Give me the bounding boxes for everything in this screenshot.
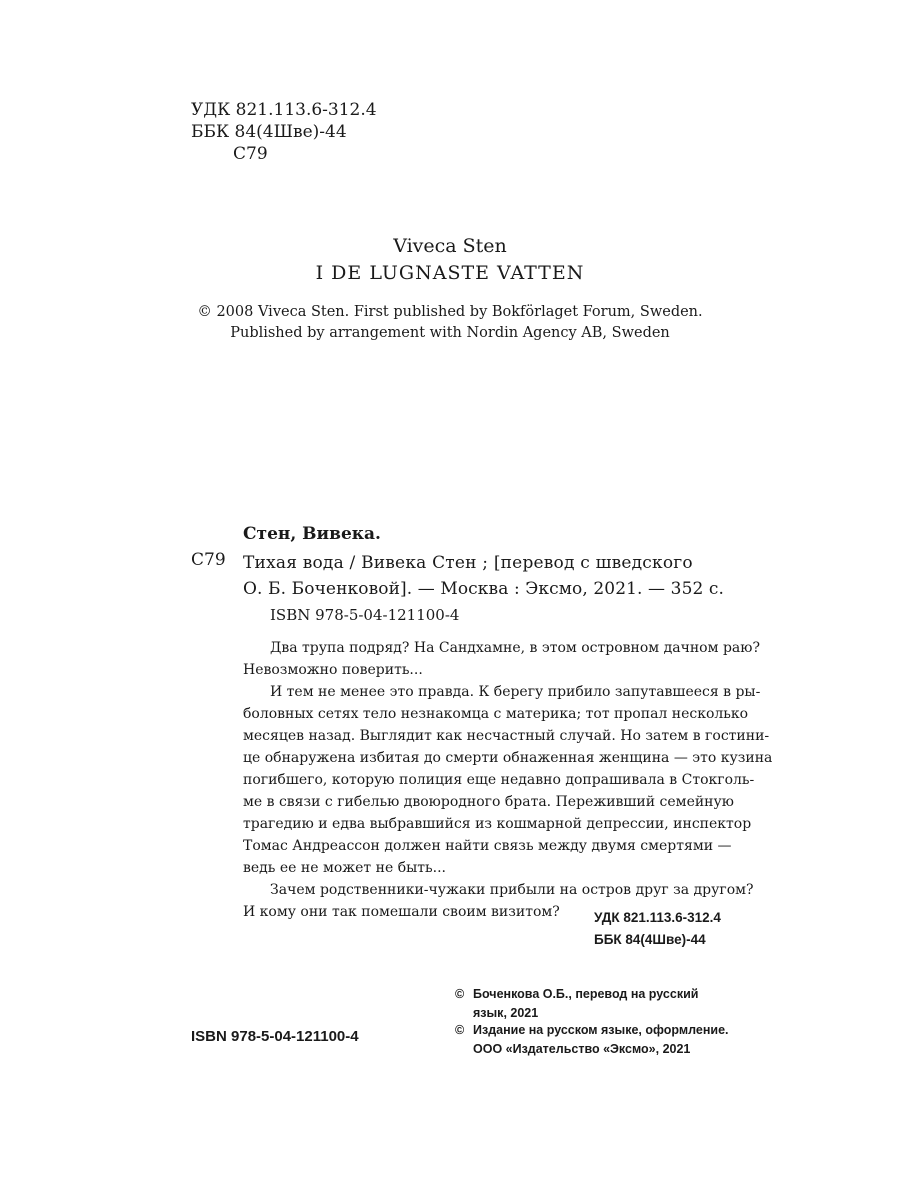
copyright-edition: Издание на русском языке, оформление. xyxy=(473,1023,729,1037)
isbn-bottom: ISBN 978-5-04-121100-4 xyxy=(191,1028,359,1045)
annotation-line: Невозможно поверить... xyxy=(243,662,423,678)
annotation-line: погибшего, которую полиция еще недавно допрашивала в Стокголь- xyxy=(243,772,755,788)
bbk-code: ББК 84(4Шве)-44 xyxy=(191,122,347,142)
annotation-line: Томас Андреассон должен найти связь между двумя смертями — xyxy=(243,838,732,854)
bbk-code-bottom: ББК 84(4Шве)-44 xyxy=(594,932,706,947)
original-author: Viveca Sten xyxy=(393,235,507,257)
catalog-entry-line: Тихая вода / Вивека Стен ; [перевод с шведского xyxy=(243,553,693,573)
original-copyright-line: © 2008 Viveca Sten. First published by Bokförlaget Forum, Sweden. xyxy=(197,304,703,320)
annotation-line: ведь ее не может не быть... xyxy=(243,860,446,876)
annotation-line: И тем не менее это правда. К берегу прибило запутавшееся в ры- xyxy=(270,684,761,700)
copyright-translation: Боченкова О.Б., перевод на русский xyxy=(473,987,699,1001)
udk-code-bottom: УДК 821.113.6-312.4 xyxy=(594,910,721,925)
annotation-line: Зачем родственники-чужаки прибыли на остров друг за другом? xyxy=(270,882,754,898)
annotation-line: Два трупа подряд? На Сандхамне, в этом островном дачном раю? xyxy=(270,640,760,656)
catalog-author-mark: С79 xyxy=(191,550,226,570)
annotation-line: це обнаружена избитая до смерти обнаженная женщина — это кузина xyxy=(243,750,773,766)
catalog-entry-line: О. Б. Боченковой]. — Москва : Эксмо, 2021. — 352 с. xyxy=(243,579,725,599)
catalog-entry-heading: Стен, Вивека. xyxy=(243,524,381,544)
copyright-mark: © xyxy=(455,987,465,1001)
annotation-line: И кому они так помешали своим визитом? xyxy=(243,904,560,920)
catalog-isbn: ISBN 978-5-04-121100-4 xyxy=(270,606,460,624)
annotation-line: трагедию и едва выбравшийся из кошмарной депрессии, инспектор xyxy=(243,816,752,832)
copyright-mark: © xyxy=(455,1023,465,1037)
annotation-line: ме в связи с гибелью двоюродного брата. Переживший семейную xyxy=(243,794,734,810)
original-arrangement-line: Published by arrangement with Nordin Agency AB, Sweden xyxy=(230,325,670,341)
udk-code: УДК 821.113.6-312.4 xyxy=(191,100,377,120)
copyright-edition-cont: ООО «Издательство «Эксмо», 2021 xyxy=(473,1042,691,1056)
original-title: I DE LUGNASTE VATTEN xyxy=(315,262,585,284)
annotation-line: боловных сетях тело незнакомца с материка; тот пропал несколько xyxy=(243,706,749,722)
author-mark: С79 xyxy=(233,144,268,164)
annotation-line: месяцев назад. Выглядит как несчастный случай. Но затем в гостини- xyxy=(243,728,770,744)
copyright-translation-cont: язык, 2021 xyxy=(473,1006,539,1020)
